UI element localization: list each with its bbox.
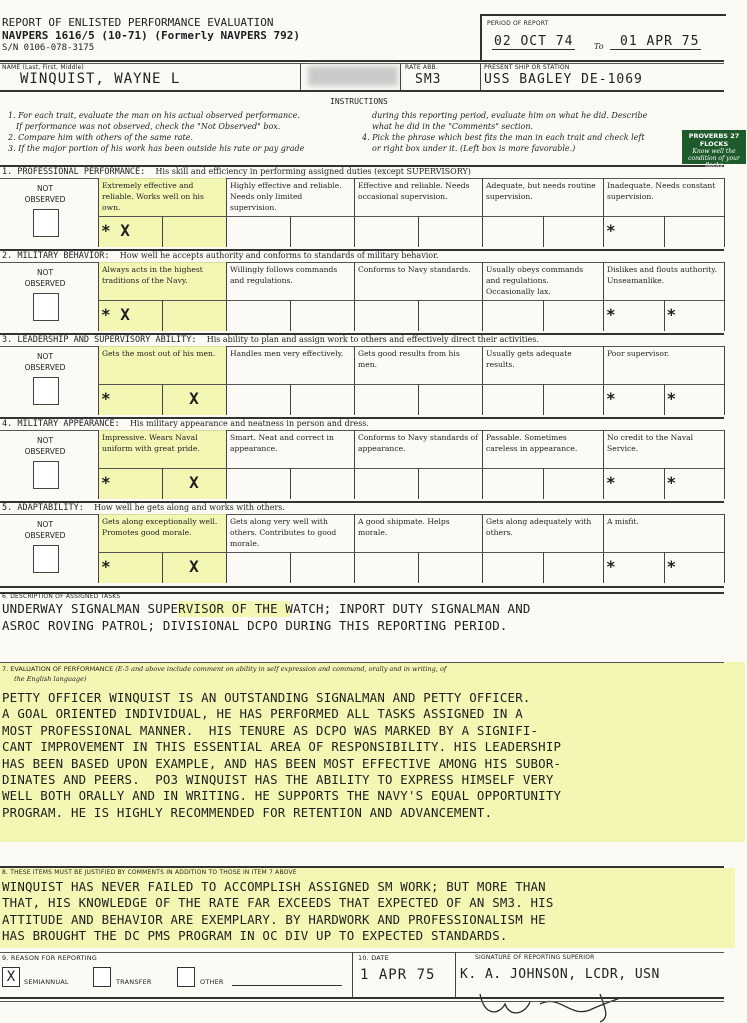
trait-title <box>2 419 369 429</box>
trait-phrase: Gets along adequately with others. <box>486 517 592 537</box>
not-observed-label: NOT OBSERVED <box>24 268 66 288</box>
other-field[interactable] <box>232 985 342 986</box>
transfer-checkbox[interactable] <box>93 967 111 987</box>
evaluation-label-text: 7. EVALUATION OF PERFORMANCE <box>2 665 114 673</box>
logo-text: PROVERBS 27 FLOCKS <box>688 132 740 148</box>
trait-name: 2. MILITARY BEHAVIOR: <box>2 251 110 261</box>
trait-phrase: Usually gets adequate results. <box>486 349 572 369</box>
instructions-heading: INSTRUCTIONS <box>330 97 388 106</box>
trait-phrase: Adequate, but needs routine supervision. <box>486 181 596 201</box>
rating-box[interactable]: * <box>606 557 616 576</box>
rating-box[interactable]: * <box>606 221 616 240</box>
rate-value: SM3 <box>415 72 442 87</box>
station-value: USS BAGLEY DE-1069 <box>484 72 643 87</box>
not-observed-checkbox[interactable] <box>33 293 59 321</box>
rating-box[interactable]: * <box>101 473 111 492</box>
rating-box[interactable]: * <box>606 305 616 324</box>
instruction-line: what he did in the "Comments" section. <box>372 122 534 131</box>
tasks-line: ASROC ROVING PATROL; DIVISIONAL DCPO DURING THIS REPORTING PERIOD. <box>2 618 508 633</box>
trait-phrase: Smart. Neat and correct in appearance. <box>230 433 334 453</box>
not-observed-checkbox[interactable] <box>33 461 59 489</box>
trait-phrase: Inadequate. Needs constant supervision. <box>607 181 716 201</box>
trait-name: 1. PROFESSIONAL PERFORMANCE: <box>2 167 146 177</box>
trait-phrase: Poor supervisor. <box>607 349 670 358</box>
period-to: 01 APR 75 <box>610 34 701 50</box>
justification-line: THAT, HIS KNOWLEDGE OF THE RATE FAR EXCEEDS THAT EXPECTED OF AN SM3. HIS <box>2 895 554 911</box>
evaluation-line: MOST PROFESSIONAL MANNER. HIS TENURE AS DCPO WAS MARKED BY A SIGNIFI- <box>2 722 539 738</box>
trait-phrase: A misfit. <box>607 517 639 526</box>
trait-phrase: Always acts in the highest traditions of the Navy. <box>102 265 203 285</box>
evaluation-label-note: (E-5 and above include comment on ability in self expression and command, orally and in writing, of <box>115 665 447 673</box>
evaluation-line: A GOAL ORIENTED INDIVIDUAL, HE HAS PERFORMED ALL TASKS ASSIGNED IN A <box>2 706 523 722</box>
rating-box[interactable]: X <box>189 473 199 492</box>
not-observed-checkbox[interactable] <box>33 545 59 573</box>
evaluation-line: HAS BEEN BASED UPON EXAMPLE, AND HAS BEEN MOST EFFECTIVE AMONG HIS SUBOR- <box>2 755 562 771</box>
station-label: PRESENT SHIP OR STATION <box>484 64 570 71</box>
trait-title <box>2 503 285 513</box>
trait-phrase: Highly effective and reliable. Needs only limited supervision. <box>230 181 342 212</box>
rating-box[interactable]: * <box>666 389 677 408</box>
period-from: 02 OCT 74 <box>494 34 574 49</box>
form-number: NAVPERS 1616/5 (10-71) (Formerly NAVPERS 792) <box>2 29 301 42</box>
trait-phrase: Gets good results from his men. <box>358 349 460 369</box>
not-observed-checkbox[interactable] <box>33 377 59 405</box>
trait-name: 3. LEADERSHIP AND SUPERVISORY ABILITY: <box>2 335 197 345</box>
instruction-line: during this reporting period, evaluate him on what he did. Describe <box>372 111 648 120</box>
signature-label: SIGNATURE OF REPORTING SUPERIOR <box>475 954 595 961</box>
name-label: NAME (Last, First, Middle) <box>2 64 84 71</box>
trait-title <box>2 251 439 261</box>
trait-phrase: Gets the most out of his men. <box>102 349 216 358</box>
evaluation-label <box>2 665 446 673</box>
tasks-line: UNDERWAY SIGNALMAN SUPERVISOR OF THE WATCH; INPORT DUTY SIGNALMAN AND <box>2 601 531 616</box>
other-label: OTHER <box>200 978 224 986</box>
trait-description: How well he gets along and works with others. <box>94 503 285 512</box>
stock-number: S/N 0106-078-3175 <box>2 43 95 53</box>
evaluation-line: PROGRAM. HE IS HIGHLY RECOMMENDED FOR RETENTION AND ADVANCEMENT. <box>2 804 493 820</box>
date-label: 10. DATE <box>358 954 389 962</box>
trait-phrase: Handles men very effectively. <box>230 349 344 358</box>
rate-label: RATE ABB. <box>405 64 438 71</box>
semiannual-label: SEMIANNUAL <box>24 978 69 986</box>
other-checkbox[interactable] <box>177 967 195 987</box>
trait-phrase: Usually obeys commands and regulations. Occasionally lax. <box>486 265 584 296</box>
rating-box[interactable]: * <box>101 389 111 408</box>
rating-box[interactable]: * <box>666 305 677 324</box>
instruction-line: 2. Compare him with others of the same rate. <box>8 133 194 142</box>
trait-title <box>2 335 539 345</box>
tasks-label: 6. DESCRIPTION OF ASSIGNED TASKS <box>2 593 121 600</box>
justification-line: ATTITUDE AND BEHAVIOR ARE EXEMPLARY. BY HARDWORK AND PROFESSIONALISM HE <box>2 911 546 927</box>
evaluation-line: PETTY OFFICER WINQUIST IS AN OUTSTANDING SIGNALMAN AND PETTY OFFICER. <box>2 690 531 705</box>
evaluation-label-note2: the English language) <box>14 675 87 683</box>
trait-description: His ability to plan and assign work to others and effectively direct their activities. <box>206 335 539 344</box>
form-header <box>2 16 300 55</box>
trait-name: 5. ADAPTABILITY: <box>2 503 84 513</box>
trait-phrase: Gets along exceptionally well. Promotes good morale. <box>102 517 218 537</box>
rating-box[interactable]: X <box>189 557 199 576</box>
redacted-field <box>308 66 398 86</box>
instruction-line: 4. Pick the phrase which best fits the man in each trait and check left <box>362 133 645 142</box>
not-observed-checkbox[interactable] <box>33 209 59 237</box>
reason-label: 9. REASON FOR REPORTING <box>2 954 98 962</box>
trait-phrase: Extremely effective and reliable. Works well on his own. <box>102 181 204 212</box>
trait-phrase: Effective and reliable. Needs occasional supervision. <box>358 181 470 201</box>
evaluation-line: WELL BOTH ORALLY AND IN WRITING. HE SUPPORTS THE NAVY'S EQUAL OPPORTUNITY <box>2 788 562 804</box>
evaluation-line: CANT IMPROVEMENT IN THIS ESSENTIAL AREA OF RESPONSIBILITY. HIS LEADERSHIP <box>2 739 562 755</box>
rating-box[interactable]: * <box>666 473 677 492</box>
rating-box[interactable]: * <box>606 389 616 408</box>
period-label: PERIOD OF REPORT <box>487 20 549 27</box>
rating-box[interactable]: * <box>101 557 111 576</box>
not-observed-label: NOT OBSERVED <box>24 184 66 204</box>
semiannual-checkbox[interactable]: X <box>2 967 20 987</box>
logo-tagline: Know well the condition of your flocks <box>688 148 740 169</box>
trait-phrase: No credit to the Naval Service. <box>607 433 694 453</box>
trait-phrase: Conforms to Navy standards. <box>358 265 471 274</box>
trait-phrase: Willingly follows commands and regulations. <box>230 265 338 285</box>
not-observed-label: NOT OBSERVED <box>24 436 66 456</box>
proverbs-27-flocks-logo <box>682 130 746 169</box>
rating-box[interactable]: * X <box>101 221 130 240</box>
period-of-report-box <box>480 14 726 60</box>
not-observed-label: NOT OBSERVED <box>24 352 66 372</box>
justification-line: WINQUIST HAS NEVER FAILED TO ACCOMPLISH ASSIGNED SM WORK; BUT MORE THAN <box>2 879 546 894</box>
handwritten-signature <box>450 990 670 1023</box>
rating-box[interactable]: * <box>666 557 677 576</box>
date-value: 1 APR 75 <box>360 967 436 983</box>
trait-title <box>2 167 471 177</box>
instruction-line: 3. If the major portion of his work has been outside his rate or pay grade <box>8 144 305 153</box>
trait-description: His skill and efficiency in performing assigned duties (except SUPERVISORY) <box>155 167 471 176</box>
trait-phrase: Conforms to Navy standards of appearance. <box>358 433 478 453</box>
evaluation-line: DINATES AND PEERS. PO3 WINQUIST HAS THE ABILITY TO EXPRESS HIMSELF VERY <box>2 772 554 787</box>
form-title: REPORT OF ENLISTED PERFORMANCE EVALUATION <box>2 16 274 29</box>
trait-name: 4. MILITARY APPEARANCE: <box>2 419 120 429</box>
trait-phrase: Gets along very well with others. Contributes to good morale. <box>230 517 337 548</box>
transfer-label: TRANSFER <box>116 978 152 986</box>
not-observed-label: NOT OBSERVED <box>24 520 66 540</box>
instruction-line: or right box under it. (Left box is more favorable.) <box>372 144 576 153</box>
trait-description: How well he accepts authority and conforms to standards of military behavior. <box>119 251 439 260</box>
trait-phrase: Passable. Sometimes careless in appearance. <box>486 433 578 453</box>
instruction-line: 1. For each trait, evaluate the man on his actual observed performance. <box>8 111 300 120</box>
trait-phrase: A good shipmate. Helps morale. <box>358 517 450 537</box>
name-value: WINQUIST, WAYNE L <box>20 71 181 87</box>
trait-description: His military appearance and neatness in person and dress. <box>129 419 369 428</box>
trait-phrase: Impressive. Wears Naval uniform with great pride. <box>102 433 200 453</box>
rating-box[interactable]: X <box>189 389 199 408</box>
period-to-label: To <box>594 42 604 51</box>
trait-phrase: Dislikes and flouts authority. Unseamanlike. <box>607 265 717 285</box>
justification-label: 8. THESE ITEMS MUST BE JUSTIFIED BY COMMENTS IN ADDITION TO THOSE IN ITEM 7 ABOVE <box>2 869 297 876</box>
rating-box[interactable]: * <box>606 473 616 492</box>
instruction-line: If performance was not observed, check the "Not Observed" box. <box>16 122 281 131</box>
justification-line: HAS BROUGHT THE DC PMS PROGRAM IN OC DIV UP TO EXPECTED STANDARDS. <box>2 928 508 944</box>
signer-name: K. A. JOHNSON, LCDR, USN <box>460 967 660 982</box>
rating-box[interactable]: * X <box>101 305 130 324</box>
